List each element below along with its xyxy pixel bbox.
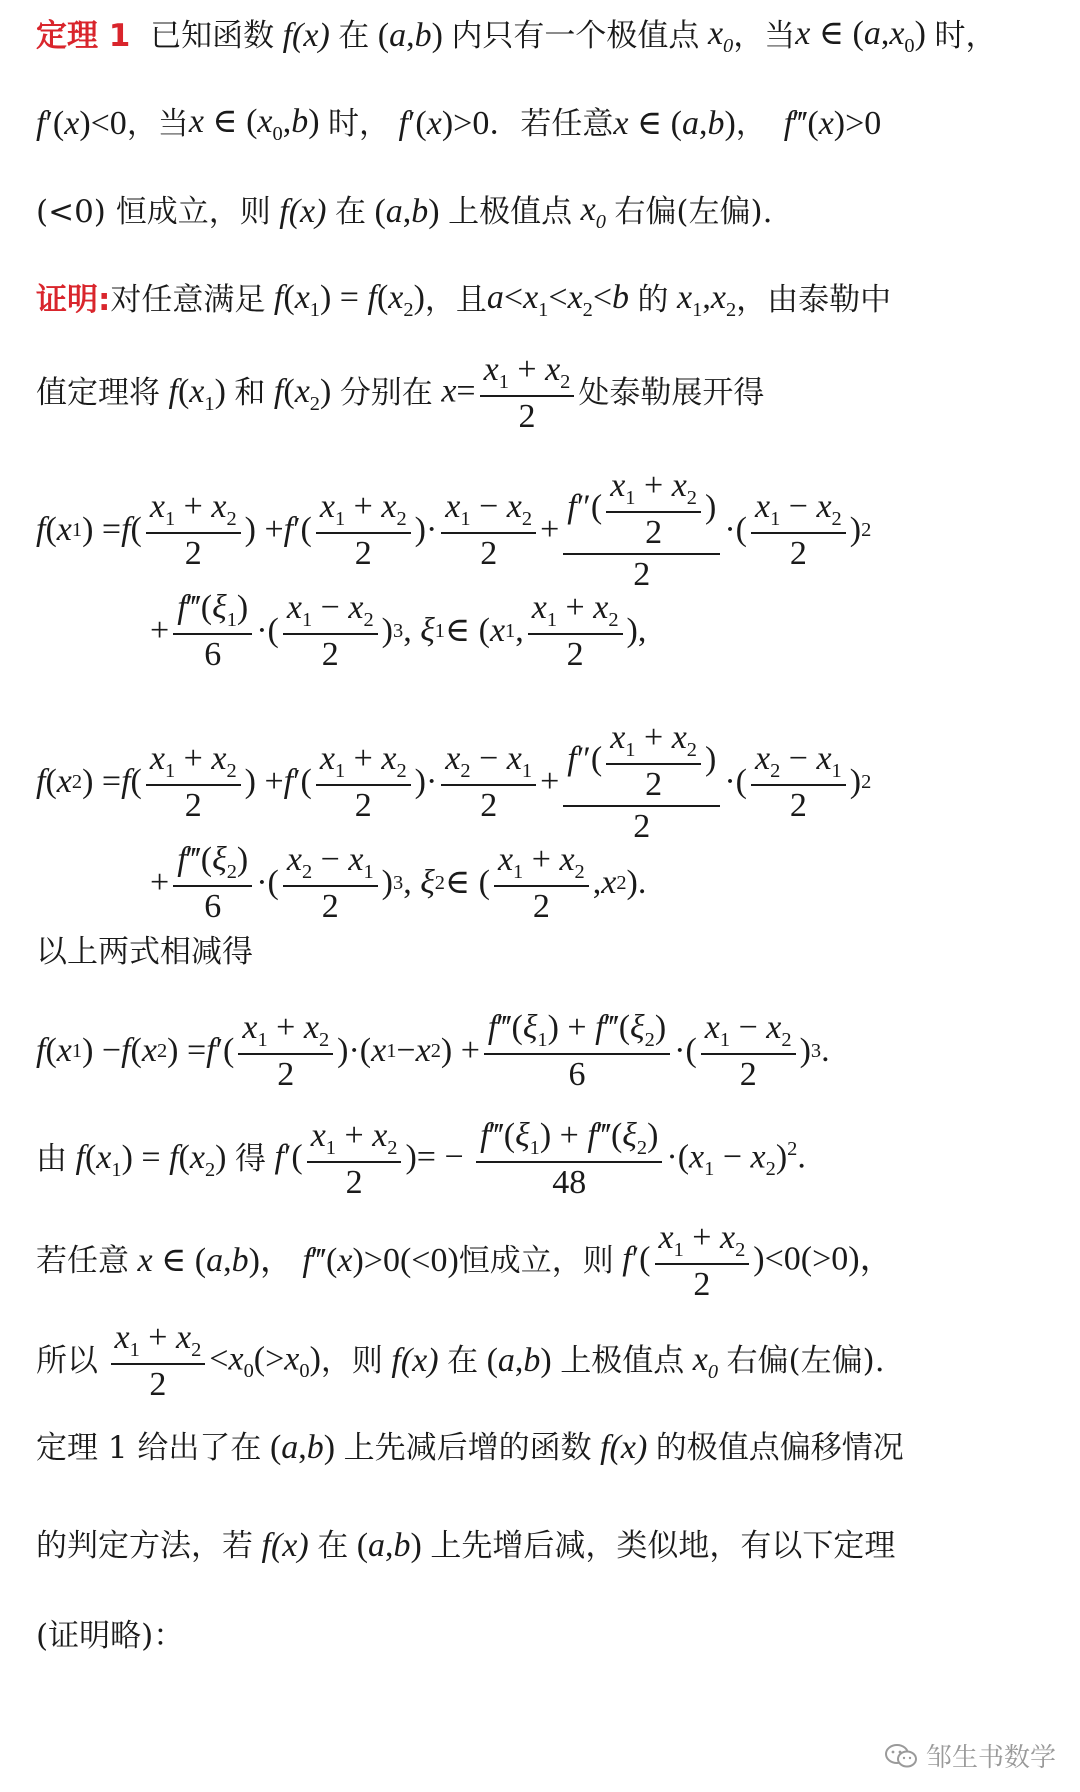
watermark-text: 邹生书数学 (925, 1743, 1056, 1773)
text: 在 (338, 17, 370, 54)
text: 在 (334, 193, 366, 230)
math: (a,b) (369, 16, 452, 54)
text: 恒成立，则 (458, 1243, 614, 1280)
math: x ∈ $(a,x_0)$ (795, 15, 935, 57)
text: 分别在 (339, 375, 433, 412)
text: 和 (234, 375, 266, 412)
text: 若任意 (36, 1243, 129, 1280)
math: $\frac{x_1 + x_2}{2}$ $<x_0(>x_0)$ (98, 1320, 321, 1403)
theorem-line-1 (36, 12, 1062, 59)
theorem-line-3 (36, 188, 1062, 235)
math: x ∈ (a,b)， f‴(x)>0(<0) (137, 1242, 459, 1280)
text: 上先减后增的函数 (343, 1429, 592, 1466)
text: 上极值点 (560, 1343, 685, 1380)
closing-line-2 (36, 1524, 1062, 1568)
math: f(x) (270, 192, 335, 230)
math: f(x) (274, 16, 339, 54)
text: ．若任意 (489, 105, 614, 142)
equation-fx2: f ( x 2 ) = f ( $\frac{x_1 + x_2}{2}$ ) + f ′( $\frac{x_1 + x_2}{2}$ )· $\frac{x_2 - x_1}{2}$ + f″( $\frac{x_1 + x_2}{2}$ ) 2 ·( $\frac{x_2 - x_1}{2}$ ) 2 (36, 719, 872, 845)
theorem-line-2 (36, 100, 1062, 147)
text: ，当 (733, 17, 796, 54)
math: f′( $\frac{x_1 + x_2}{2}$ )= − $\frac{f‴(\xi_1) + f‴(\xi_2)}{48}$ $\cdot(x_1 - x_2)^2$. (274, 1117, 806, 1202)
text: 定理 1 给出了在 (36, 1429, 262, 1466)
proof-line-2 (36, 352, 1062, 435)
math: $x_0$ (572, 191, 606, 233)
conclusion-line-2 (36, 1320, 1062, 1403)
math: $x_0$ (684, 1340, 719, 1383)
subtract-line (36, 932, 1062, 972)
math: $f(x_1) = f(x_2)$ (273, 279, 425, 321)
text: 处泰勒展开得 (578, 375, 765, 412)
math: (a,b) (478, 1342, 561, 1380)
math: $f(x_1)$ (168, 372, 235, 415)
math: x ∈ $(x_0,b)$ (188, 103, 329, 145)
text: 的判定方法，若 (36, 1527, 253, 1564)
equation-fx1: f ( x 1 ) = f ( $\frac{x_1 + x_2}{2}$ ) + f ′( $\frac{x_1 + x_2}{2}$ )· $\frac{x_1 - x_2}{2}$ + f″( $\frac{x_1 + x_2}{2}$ ) 2 ·( $\frac{x_1 - x_2}{2}$ ) 2 (36, 467, 872, 593)
text: 的 (637, 281, 669, 318)
text: 在 (447, 1343, 479, 1380)
math: (a,b) (365, 192, 449, 230)
closing-line-1 (36, 1426, 1062, 1470)
text: 上极值点 (448, 193, 573, 230)
math: $x_1,x_2$ (677, 279, 737, 321)
math: $f(x_1) = f(x_2)$ (75, 1138, 235, 1181)
text: 以上两式相减得 (36, 934, 253, 970)
theorem-label: 定理 1 (36, 17, 131, 54)
text: 的极值点偏移情况 (655, 1429, 904, 1466)
derive-line (36, 1118, 1062, 1201)
text: 时， (328, 105, 391, 142)
text: ，且 (424, 281, 487, 318)
text: 已知函数 (150, 17, 275, 54)
math: f′(x)<0 (36, 104, 127, 142)
math: f(x) (253, 1527, 318, 1564)
text: (证明略)： (36, 1618, 185, 1654)
math: f′(x)>0 (398, 104, 490, 142)
math: f‴(x)>0 (783, 104, 882, 142)
text: ，由泰勒中 (736, 281, 892, 318)
math: $f(x_2)$ (273, 372, 340, 415)
text: 对任意满足 (110, 281, 266, 318)
text: (<0) 恒成立，则 (36, 193, 271, 230)
equation-difference: f ( x 1 ) − f ( x 2 ) = f ′( $\frac{x_1 + x_2}{2}$ )·( x 1 − x 2 ) + $\frac{f‴(\xi_1) + f‴(\xi_2)}{6}$ ·( $\frac{x_1 - x_2}{2}$ ) 3 . (36, 1009, 830, 1094)
text: ，则 (320, 1343, 383, 1380)
watermark (884, 1737, 1056, 1774)
wechat-icon (884, 1743, 918, 1769)
proof-line-1 (36, 276, 1062, 323)
math: f(x) (591, 1429, 656, 1466)
math: f(x) (382, 1342, 448, 1380)
conclusion-line-1 (36, 1220, 1062, 1303)
math: (a,b) (348, 1527, 431, 1564)
closing-line-3 (36, 1616, 1062, 1656)
text: ，当 (126, 105, 189, 142)
text: 由 (36, 1141, 67, 1178)
math: $x_0$ (699, 15, 734, 57)
math: x= $\frac{x_1 + x_2}{2}$ (433, 352, 579, 435)
equation-fx2-cont: + $\frac{f‴(\xi_2)}{6}$ ·( $\frac{x_2 - x_1}{2}$ ) 3 , ξ 2 ∈ ( $\frac{x_1 + x_2}{2}$ , x 2 ). (150, 841, 647, 926)
text: 右偏(左偏). (726, 1343, 885, 1380)
text: 在 (317, 1527, 349, 1564)
text: 值定理将 (36, 375, 160, 412)
text: 所以 (36, 1343, 98, 1380)
text: 上先增后减，类似地，有以下定理 (430, 1527, 896, 1564)
math: x ∈ (a,b) (613, 104, 736, 142)
text: 时， (934, 17, 997, 54)
proof-label: 证明: (36, 281, 111, 318)
math: (a,b) (261, 1429, 344, 1466)
equation-fx1-cont: + $\frac{f‴(\xi_1)}{6}$ ·( $\frac{x_1 - x_2}{2}$ ) 3 , ξ 1 ∈ ( x 1 , $\frac{x_1 + x_2}{2}$ ), (150, 589, 647, 674)
math: f′( $\frac{x_1 + x_2}{2}$ )<0(>0)， (622, 1219, 894, 1304)
math: $a<x_1<x_2<b$ (486, 279, 630, 321)
text: 得 (234, 1141, 266, 1178)
text: ， (735, 105, 767, 142)
text: 内只有一个极值点 (451, 17, 700, 54)
text: 右偏(左偏). (614, 193, 773, 230)
